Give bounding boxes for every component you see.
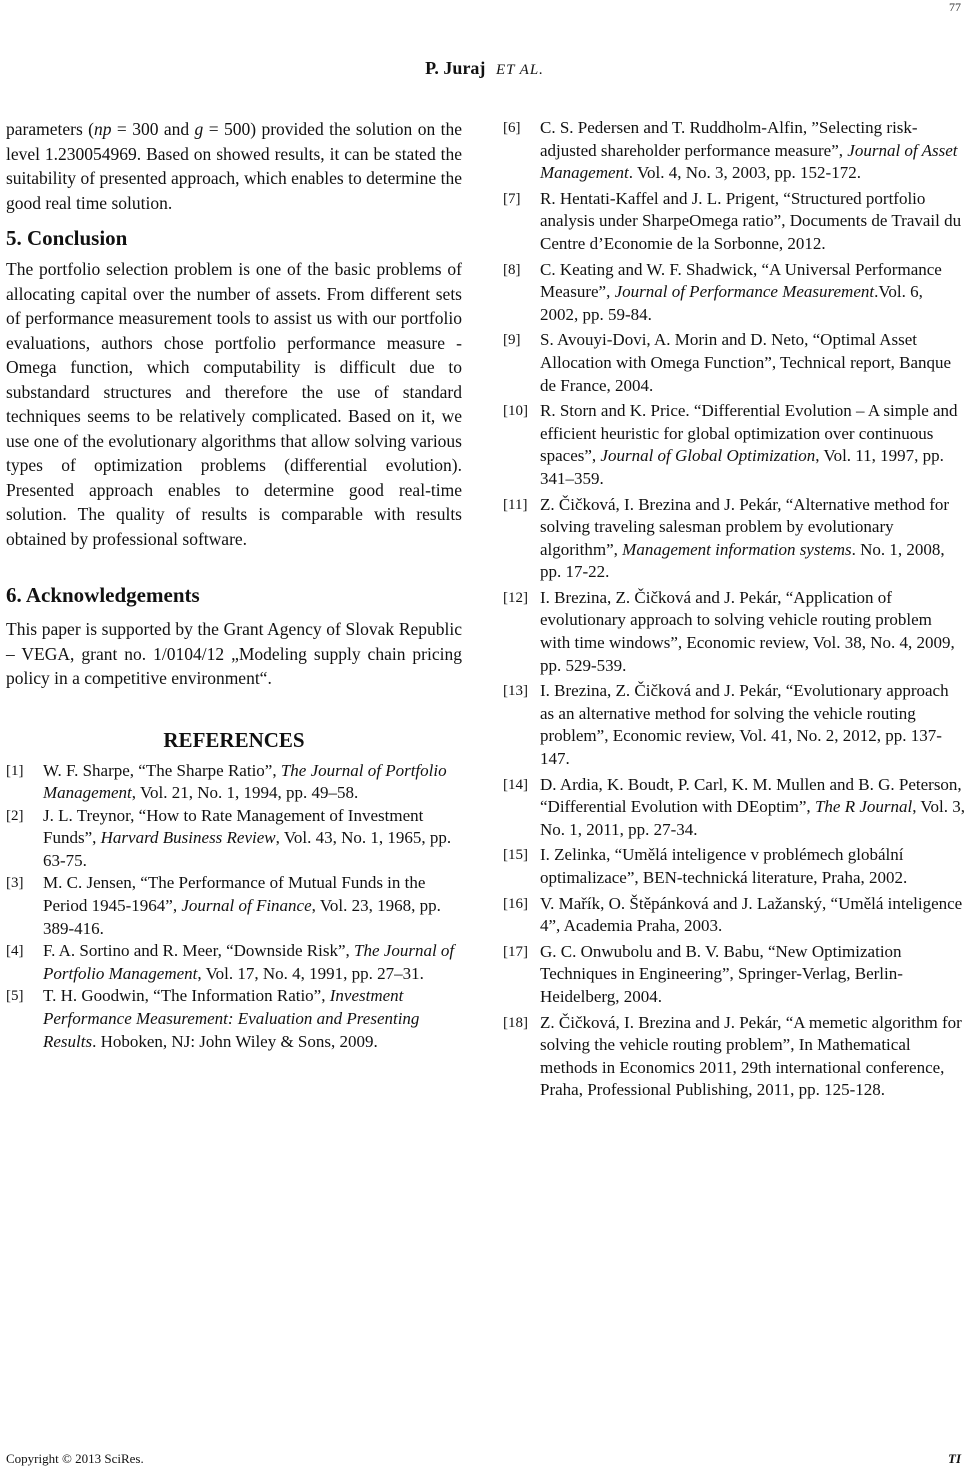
reference-item xyxy=(503,680,965,770)
reference-item xyxy=(503,893,965,938)
reference-text: Z. Čičková, I. Brezina and J. Pekár, “A memetic algorithm for solving the vehicle routing problem”, In Mathematical methods in Economics 2011, 29th international conference, Praha, Professional Publishing, 2011, pp. 125-128. xyxy=(540,1012,962,1100)
reference-text: S. Avouyi-Dovi, A. Morin and D. Neto, “Optimal Asset Allocation with Omega Function”, Technical report, Banque de France, 2004. xyxy=(540,330,952,395)
reference-text: C. S. Pedersen and T. Ruddholm-Alfin, ”Selecting risk-adjusted shareholder performance measure”, Journal of Asset Management. Vol. 4, No. 3, 2003, pp. 152-172. xyxy=(540,118,958,183)
reference-item xyxy=(503,941,965,1009)
reference-number: [13] xyxy=(503,683,528,700)
reference-item xyxy=(503,329,965,397)
running-head-author: P. Juraj xyxy=(425,58,486,78)
reference-number: [8] xyxy=(503,261,521,278)
acknowledgements-paragraph: This paper is supported by the Grant Agency of Slovak Republic – VEGA, grant no. 1/0104/12 „Modeling supply chain pricing policy in a competitive environment“. xyxy=(6,619,462,688)
reference-item xyxy=(503,188,965,256)
reference-number: [6] xyxy=(503,120,521,136)
left-column xyxy=(6,117,462,1053)
reference-number: [5] xyxy=(6,988,24,1005)
reference-text: W. F. Sharpe, “The Sharpe Ratio”, The Journal of Portfolio Management, Vol. 21, No. 1, 1994, pp. 49–58. xyxy=(43,760,447,803)
reference-item xyxy=(503,587,965,677)
conclusion-heading: 5. Conclusion xyxy=(6,226,128,250)
reference-number: [2] xyxy=(6,807,24,824)
acknowledgements-heading: 6. Acknowledgements xyxy=(6,583,200,607)
reference-number: [1] xyxy=(6,762,24,779)
reference-text: C. Keating and W. F. Shadwick, “A Universal Performance Measure”, Journal of Performance Measurement.Vol. 6, 2002, pp. 59-84. xyxy=(540,259,942,324)
reference-text: R. Storn and K. Price. “Differential Evolution – A simple and efficient heuristic for global optimization over continuous spaces”, Journal of Global Optimization, Vol. 11, 1997, pp. 341–359. xyxy=(540,401,958,488)
reference-text: T. H. Goodwin, “The Information Ratio”, Investment Performance Measurement: Evaluation and Presenting Results. Hoboken, NJ: John Wiley & Sons, 2009. xyxy=(43,986,420,1051)
page-footer xyxy=(6,1451,961,1467)
reference-text: V. Mařík, O. Štěpánková and J. Lažanský, “Umělá inteligence 4”, Academia Praha, 2003. xyxy=(540,893,963,936)
reference-number: [14] xyxy=(503,776,528,793)
reference-item xyxy=(503,400,965,490)
reference-item xyxy=(503,117,965,185)
reference-number: [3] xyxy=(6,875,24,892)
intro-paragraph: parameters (np = 300 and g = 500) provided the solution on the level 1.230054969. Based on showed results, it can be stated the suitability of presented approach, which enables to determine the good real time solution. xyxy=(6,119,462,213)
reference-item xyxy=(6,805,462,873)
reference-number: [17] xyxy=(503,943,528,960)
reference-number: [4] xyxy=(6,943,24,960)
reference-item xyxy=(503,774,965,842)
reference-item xyxy=(6,940,462,985)
reference-item xyxy=(6,985,462,1053)
right-column xyxy=(503,117,965,1102)
reference-number: [16] xyxy=(503,895,528,912)
reference-number: [10] xyxy=(503,403,528,420)
reference-text: I. Brezina, Z. Čičková and J. Pekár, “Application of evolutionary approach to solving vehicle routing problem with time windows”, Economic review, Vol. 38, No. 4, 2009, pp. 529-539. xyxy=(540,587,955,675)
copyright-notice: Copyright © 2013 SciRes. xyxy=(6,1451,144,1466)
reference-text: R. Hentati-Kaffel and J. L. Prigent, “Structured portfolio analysis under SharpeOmega ratio”, Documents de Travail du Centre d’Economie de la Sorbonne, 2012. xyxy=(540,188,962,253)
references-heading: REFERENCES xyxy=(163,727,305,752)
reference-text: I. Zelinka, “Umělá inteligence v problémech globální optimalizace”, BEN-technická literature, Praha, 2002. xyxy=(540,845,908,887)
reference-number: [12] xyxy=(503,589,528,606)
reference-text: I. Brezina, Z. Čičková and J. Pekár, “Evolutionary approach as an alternative method for solving the vehicle routing problem”, Economic review, Vol. 41, No. 2, 2012, pp. 137-147. xyxy=(540,681,949,769)
page-number: 77 xyxy=(949,0,961,14)
reference-text: D. Ardia, K. Boudt, P. Carl, K. M. Mullen and B. G. Peterson, “Differential Evolution with DEoptim”, The R Journal, Vol. 3, No. 1, 2011, pp. 27-34. xyxy=(540,774,965,839)
reference-text: J. L. Treynor, “How to Rate Management of Investment Funds”, Harvard Business Review, Vol. 43, No. 1, 1965, pp. 63-75. xyxy=(43,805,452,870)
reference-item xyxy=(503,844,965,889)
reference-number: [11] xyxy=(503,496,528,513)
references-list-right xyxy=(503,117,965,1102)
reference-text: F. A. Sortino and R. Meer, “Downside Risk”, The Journal of Portfolio Management, Vol. 17, No. 4, 1991, pp. 27–31. xyxy=(43,941,455,983)
running-head-et-al: ET AL. xyxy=(495,62,544,78)
reference-text: G. C. Onwubolu and B. V. Babu, “New Optimization Techniques in Engineering”, Springer-Verlag, Berlin-Heidelberg, 2004. xyxy=(540,941,903,1006)
reference-item xyxy=(6,760,462,805)
reference-number: [18] xyxy=(503,1014,528,1031)
reference-number: [7] xyxy=(503,190,521,207)
conclusion-paragraph: The portfolio selection problem is one of the basic problems of allocating capital over the number of assets. From different sets of performance measurement tools to assist us with our portfolio evaluations, authors chose portfolio performance measure - Omega function, which computability is difficult due to substandard structures and therefore the use of standard techniques seems to be relatively complicated. Based on it, we use one of the evolutionary algorithms that allow solving various types of optimization problems (differential evolution). Presented approach enables to determine good real-time solution. The quality of results is comparable with results obtained by professional software. xyxy=(6,259,462,549)
reference-item xyxy=(503,494,965,584)
reference-item xyxy=(6,872,462,940)
reference-item xyxy=(503,1012,965,1102)
reference-number: [9] xyxy=(503,332,521,349)
journal-abbreviation: TI xyxy=(948,1451,961,1466)
running-head xyxy=(0,58,969,79)
reference-number: [15] xyxy=(503,847,528,864)
reference-text: M. C. Jensen, “The Performance of Mutual Funds in the Period 1945-1964”, Journal of Finance, Vol. 23, 1968, pp. 389-416. xyxy=(43,873,441,938)
reference-text: Z. Čičková, I. Brezina and J. Pekár, “Alternative method for solving traveling salesman problem by evolutionary algorithm”, Management information systems. No. 1, 2008, pp. 17-22. xyxy=(540,494,950,582)
references-list-left xyxy=(6,760,462,1054)
reference-item xyxy=(503,259,965,327)
